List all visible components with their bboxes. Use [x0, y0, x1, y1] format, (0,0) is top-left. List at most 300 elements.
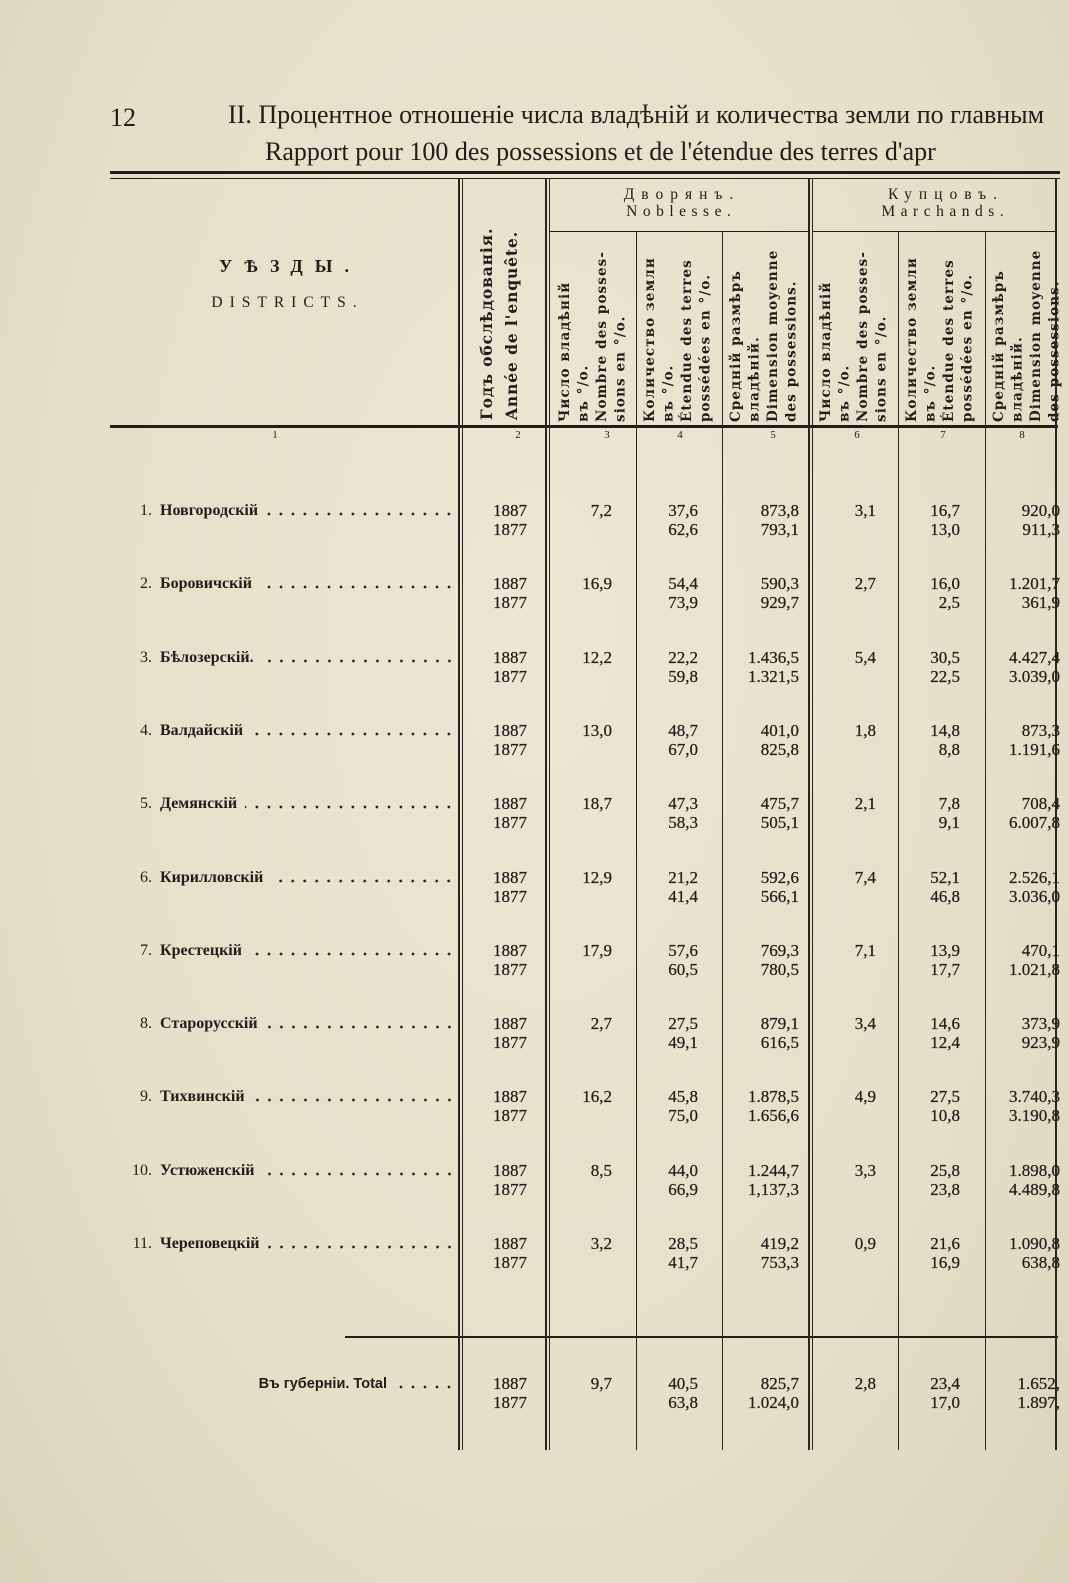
noble-land-pct-cell	[640, 794, 698, 832]
dotted-leader	[266, 1025, 455, 1029]
year-value: 1877	[493, 1106, 527, 1125]
column-header-line: sions en °/o.	[873, 315, 890, 422]
merchant-land-pct-cell	[902, 648, 960, 686]
merchant-land-pct-cell	[902, 1161, 960, 1199]
district-name: Новгородскій	[160, 502, 259, 519]
year-value: 1887	[493, 1161, 527, 1180]
noble-avg-size-cell	[722, 1374, 799, 1412]
column-header-line: sions en °/o.	[612, 315, 629, 422]
column-number: 1	[272, 429, 278, 441]
dotted-leader	[260, 585, 455, 589]
column-header-line: Средній размѣръ	[991, 270, 1007, 422]
merchant-avg-size: 873,3	[1021, 721, 1060, 740]
year-value: 1887	[493, 941, 527, 960]
merchant-possessions-pct-cell	[816, 648, 876, 667]
noble-land-pct: 66,9	[668, 1180, 698, 1199]
noble-avg-size-cell	[722, 868, 799, 906]
merchant-avg-size: 708,4	[1021, 794, 1060, 813]
merchant-avg-size: 923,9	[1021, 1033, 1060, 1052]
merchant-land-pct-cell	[902, 794, 960, 832]
district-name: Боровичскій	[160, 575, 252, 592]
noble-possessions-pct-cell	[552, 648, 612, 667]
merchant-land-pct-cell	[902, 1014, 960, 1052]
column-header-line: possédées en °/o.	[959, 273, 976, 422]
merchant-avg-size: 1.021,8	[1009, 960, 1060, 979]
noble-land-pct: 28,5	[668, 1234, 698, 1253]
dotted-leader	[251, 732, 455, 736]
dotted-leader	[262, 659, 455, 663]
district-number: 7.	[140, 942, 152, 959]
district-label	[118, 1087, 455, 1107]
district-label	[118, 648, 455, 668]
noble-avg-size: 873,8	[760, 501, 799, 520]
noble-land-pct: 45,8	[668, 1087, 698, 1106]
column-header-line: въ °/o.	[575, 364, 592, 422]
noble-land-pct-cell	[640, 1234, 698, 1272]
column-number: 2	[515, 429, 521, 441]
merchant-avg-size-cell	[989, 1374, 1060, 1414]
dotted-leader	[271, 879, 455, 883]
district-number: 6.	[140, 869, 152, 886]
noble-avg-size-cell	[722, 1087, 799, 1125]
year-value: 1887	[493, 721, 527, 740]
noble-land-pct: 21,2	[668, 868, 698, 887]
column-header-line: Количество земли	[904, 256, 920, 422]
column-header-line: Nombre des posses-	[594, 250, 610, 422]
noble-land-pct: 47,3	[668, 794, 698, 813]
column-rule	[458, 178, 460, 1450]
year-value: 1887	[493, 1014, 527, 1033]
district-name: Кирилловскій	[160, 869, 264, 886]
page-number: 12	[110, 103, 136, 132]
merchant-land-pct: 23,8	[930, 1180, 960, 1199]
noble-land-pct: 40,5	[668, 1374, 698, 1393]
noble-land-pct: 75,0	[668, 1106, 698, 1125]
merchant-possessions-pct-cell	[816, 868, 876, 887]
column-header-line: possédées en °/o.	[697, 273, 714, 422]
column-header-line: des possessions.	[1046, 280, 1063, 422]
district-number: 5.	[140, 795, 152, 812]
merchant-possessions-pct-cell	[816, 574, 876, 593]
merchant-avg-size-lines	[989, 721, 1060, 759]
merchant-land-pct-cell	[902, 1374, 960, 1412]
dotted-leader	[266, 512, 455, 516]
dotted-leader	[253, 1098, 455, 1102]
noble-land-pct: 27,5	[668, 1014, 698, 1033]
noble-possessions-pct: 12,9	[582, 868, 612, 887]
noblesse-column-header	[556, 234, 632, 422]
noble-land-pct-cell	[640, 1161, 698, 1199]
merchant-land-pct: 23,4	[930, 1374, 960, 1393]
noble-possessions-pct: 8,5	[590, 1161, 612, 1180]
merchant-avg-size-lines	[989, 1014, 1060, 1052]
column-header-clip	[987, 232, 1063, 426]
year-value-cell	[470, 1234, 550, 1272]
noble-avg-size-cell	[722, 1014, 799, 1052]
year-value-cell	[470, 648, 550, 686]
noble-land-pct-cell	[640, 941, 698, 979]
merchant-possessions-pct-cell	[816, 501, 876, 520]
merchant-possessions-pct: 1,8	[854, 721, 876, 740]
merchant-land-pct: 16,0	[930, 574, 960, 593]
merchant-avg-size: 1.201,7	[1009, 574, 1060, 593]
district-label	[118, 501, 455, 521]
noble-avg-size: 793,1	[760, 520, 799, 539]
merchant-land-pct: 25,8	[930, 1161, 960, 1180]
noble-avg-size-cell	[722, 1234, 799, 1272]
noble-avg-size: 753,3	[760, 1253, 799, 1272]
year-value: 1887	[493, 648, 527, 667]
noble-land-pct: 63,8	[668, 1393, 698, 1412]
merchant-avg-size: 6.007,8	[1009, 813, 1060, 832]
noble-possessions-pct-cell	[552, 501, 612, 520]
merchant-avg-size-cell	[989, 868, 1060, 908]
merchant-avg-size-cell	[989, 1087, 1060, 1127]
merchant-avg-size: 920,0	[1021, 501, 1060, 520]
year-value-cell	[470, 501, 550, 539]
noble-avg-size-cell	[722, 941, 799, 979]
total-label-row	[200, 1374, 455, 1394]
noble-avg-size: 1,137,3	[748, 1180, 799, 1199]
noble-avg-size: 825,7	[760, 1374, 799, 1393]
column-header-line: des possessions.	[783, 280, 800, 422]
header-top-rule-thin	[110, 178, 1060, 179]
noble-land-pct: 37,6	[668, 501, 698, 520]
merchant-avg-size: 373,9	[1021, 1014, 1060, 1033]
table-title-russian: II. Процентное отношеніе числа владѣній и количества земли по главным	[228, 100, 1045, 129]
year-value: 1877	[493, 520, 527, 539]
district-label	[118, 574, 455, 594]
noble-possessions-pct: 13,0	[582, 721, 612, 740]
merchant-avg-size-lines	[989, 941, 1060, 979]
merchant-avg-size: 1.897,	[1017, 1393, 1060, 1412]
noble-avg-size: 1.244,7	[748, 1161, 799, 1180]
merchants-column-header	[903, 234, 979, 422]
district-name: Демянскій	[160, 795, 238, 812]
column-rule	[808, 178, 810, 1450]
noble-land-pct: 49,1	[668, 1033, 698, 1052]
dotted-leader	[250, 952, 455, 956]
merchant-avg-size-lines	[989, 868, 1060, 906]
year-header-russian: Годъ обслѣдованія.	[477, 227, 496, 420]
merchant-avg-size: 2.526,1	[1009, 868, 1060, 887]
column-rule	[636, 232, 637, 1450]
noble-avg-size: 419,2	[760, 1234, 799, 1253]
dotted-leader	[263, 1172, 456, 1176]
noble-avg-size-cell	[722, 794, 799, 832]
district-label	[118, 1161, 455, 1181]
merchant-avg-size-lines	[989, 648, 1060, 686]
column-header-line: Число владѣній	[557, 281, 573, 422]
merchant-land-pct: 9,1	[938, 813, 960, 832]
noblesse-column-header	[641, 234, 717, 422]
year-value: 1877	[493, 740, 527, 759]
noble-avg-size: 1.321,5	[748, 667, 799, 686]
column-header-line: въ °/o.	[922, 364, 939, 422]
noble-possessions-pct: 7,2	[590, 501, 612, 520]
merchant-land-pct: 14,8	[930, 721, 960, 740]
district-label	[118, 794, 455, 814]
noble-land-pct: 58,3	[668, 813, 698, 832]
merchant-avg-size: 638,8	[1021, 1253, 1060, 1272]
noble-land-pct: 59,8	[668, 667, 698, 686]
merchant-land-pct: 21,6	[930, 1234, 960, 1253]
noble-land-pct: 41,7	[668, 1253, 698, 1272]
year-value: 1887	[493, 1087, 527, 1106]
merchant-land-pct: 12,4	[930, 1033, 960, 1052]
noble-avg-size: 1.878,5	[748, 1087, 799, 1106]
noble-possessions-pct-cell	[552, 941, 612, 960]
noble-avg-size-cell	[722, 574, 799, 612]
merchant-avg-size: 470,1	[1021, 941, 1060, 960]
noble-land-pct: 44,0	[668, 1161, 698, 1180]
district-name: Старорусскій	[160, 1015, 258, 1032]
merchant-avg-size-lines	[989, 574, 1060, 612]
district-number: 3.	[140, 649, 152, 666]
year-value-cell	[470, 794, 550, 832]
merchant-avg-size: 1.090,8	[1009, 1234, 1060, 1253]
year-value-cell	[470, 1087, 550, 1125]
column-number: 5	[770, 429, 776, 441]
noble-land-pct-cell	[640, 574, 698, 612]
merchant-possessions-pct: 4,9	[854, 1087, 876, 1106]
noble-avg-size: 1.656,6	[748, 1106, 799, 1125]
merchant-avg-size-cell	[989, 794, 1060, 834]
merchant-possessions-pct: 7,1	[854, 941, 876, 960]
merchant-avg-size-cell	[989, 941, 1060, 981]
noble-land-pct-cell	[640, 721, 698, 759]
column-header-line: Число владѣній	[818, 281, 834, 422]
noble-land-pct-cell	[640, 868, 698, 906]
year-value: 1877	[493, 813, 527, 832]
district-number: 9.	[140, 1088, 152, 1105]
column-rule	[812, 178, 813, 1450]
noble-avg-size: 505,1	[760, 813, 799, 832]
total-rule	[345, 1336, 1058, 1338]
merchant-avg-size-cell	[989, 574, 1060, 614]
merchant-land-pct: 17,0	[930, 1393, 960, 1412]
noble-possessions-pct: 16,9	[582, 574, 612, 593]
merchant-land-pct: 13,0	[930, 520, 960, 539]
noble-avg-size: 401,0	[760, 721, 799, 740]
merchant-land-pct: 27,5	[930, 1087, 960, 1106]
noble-avg-size-cell	[722, 1161, 799, 1199]
district-label	[118, 1234, 455, 1254]
year-value: 1887	[493, 794, 527, 813]
merchant-land-pct-cell	[902, 1087, 960, 1125]
merchant-avg-size-cell	[989, 648, 1060, 688]
merchant-avg-size-lines	[989, 794, 1060, 832]
column-number: 7	[940, 429, 946, 441]
noble-possessions-pct: 2,7	[590, 1014, 612, 1033]
noble-possessions-pct-cell	[552, 868, 612, 887]
dotted-leader	[245, 805, 455, 809]
merchant-avg-size: 3.036,0	[1009, 887, 1060, 906]
merchant-possessions-pct: 3,4	[854, 1014, 876, 1033]
column-header-line: Количество земли	[642, 256, 658, 422]
merchant-land-pct: 16,7	[930, 501, 960, 520]
merchant-possessions-pct: 3,3	[854, 1161, 876, 1180]
noble-possessions-pct-cell	[552, 1014, 612, 1033]
districts-header-french: DISTRICTS.	[211, 294, 364, 311]
noble-avg-size-cell	[722, 648, 799, 686]
merchants-column-header	[990, 234, 1066, 422]
merchant-possessions-pct: 2,8	[854, 1374, 876, 1393]
noble-land-pct: 57,6	[668, 941, 698, 960]
noble-avg-size: 929,7	[760, 593, 799, 612]
merchant-avg-size: 361,9	[1021, 593, 1060, 612]
district-name: Тихвинскій	[160, 1088, 245, 1105]
merchant-avg-size-lines	[989, 1374, 1060, 1412]
header-bottom-rule	[110, 425, 1058, 428]
column-number: 4	[677, 429, 683, 441]
merchant-avg-size-lines	[989, 1087, 1060, 1125]
merchant-land-pct: 13,9	[930, 941, 960, 960]
noble-land-pct: 22,2	[668, 648, 698, 667]
merchant-land-pct-cell	[902, 868, 960, 906]
year-header-french: Année de l'enquête.	[502, 230, 521, 420]
noble-avg-size: 780,5	[760, 960, 799, 979]
district-name: Крестецкій	[160, 942, 242, 959]
year-value: 1877	[493, 1393, 527, 1412]
merchant-avg-size-cell	[989, 501, 1060, 541]
noble-avg-size: 590,3	[760, 574, 799, 593]
merchant-land-pct: 46,8	[930, 887, 960, 906]
merchant-land-pct: 30,5	[930, 648, 960, 667]
noble-land-pct-cell	[640, 1014, 698, 1052]
noble-possessions-pct: 9,7	[590, 1374, 612, 1393]
district-label	[118, 721, 455, 741]
year-value-cell	[470, 721, 550, 759]
year-value-cell	[470, 1374, 550, 1412]
merchant-avg-size: 1.191,6	[1009, 740, 1060, 759]
noble-land-pct-cell	[640, 1087, 698, 1125]
column-header-line: въ °/o.	[660, 364, 677, 422]
year-value: 1877	[493, 1180, 527, 1199]
merchant-avg-size: 4.489,8	[1009, 1180, 1060, 1199]
total-label: Въ губерніи. Total	[258, 1376, 387, 1392]
district-name: Устюженскій	[160, 1162, 255, 1179]
merchant-possessions-pct: 3,1	[854, 501, 876, 520]
district-number: 8.	[140, 1015, 152, 1032]
column-number: 6	[854, 429, 860, 441]
column-header-line: Nombre des posses-	[855, 250, 871, 422]
district-name: Бѣлозерскій.	[160, 649, 254, 666]
merchants-group-french: Marchands.	[881, 203, 1010, 220]
column-header-line: Средній размѣръ	[728, 270, 744, 422]
noble-possessions-pct-cell	[552, 794, 612, 813]
merchant-land-pct: 17,7	[930, 960, 960, 979]
noblesse-group-french: Noblesse.	[626, 203, 737, 220]
year-value: 1887	[493, 1234, 527, 1253]
year-value: 1887	[493, 501, 527, 520]
merchant-possessions-pct: 2,7	[854, 574, 876, 593]
year-value-cell	[470, 1014, 550, 1052]
districts-header-russian: УѢЗДЫ.	[219, 256, 361, 276]
column-header-line: владѣній.	[1009, 336, 1026, 422]
merchant-land-pct: 16,9	[930, 1253, 960, 1272]
noble-avg-size: 592,6	[760, 868, 799, 887]
merchant-possessions-pct-cell	[816, 794, 876, 813]
year-value-cell	[470, 941, 550, 979]
column-header-line: въ °/o.	[836, 364, 853, 422]
district-number: 10.	[132, 1162, 152, 1179]
merchant-possessions-pct-cell	[816, 1014, 876, 1033]
merchant-land-pct: 7,8	[938, 794, 960, 813]
column-number: 3	[604, 429, 610, 441]
noble-land-pct: 62,6	[668, 520, 698, 539]
year-value-cell	[470, 868, 550, 906]
year-value: 1887	[493, 574, 527, 593]
merchant-land-pct: 52,1	[930, 868, 960, 887]
merchant-possessions-pct-cell	[816, 1161, 876, 1180]
noble-possessions-pct: 17,9	[582, 941, 612, 960]
merchant-avg-size-lines	[989, 1234, 1060, 1272]
merchant-land-pct-cell	[902, 574, 960, 612]
merchant-possessions-pct: 0,9	[854, 1234, 876, 1253]
merchant-avg-size-cell	[989, 721, 1060, 761]
noble-avg-size: 616,5	[760, 1033, 799, 1052]
merchants-group-russian: Купцовъ.	[887, 186, 1005, 203]
merchant-land-pct: 14,6	[930, 1014, 960, 1033]
year-value: 1877	[493, 887, 527, 906]
district-number: 4.	[140, 722, 152, 739]
noble-avg-size: 475,7	[760, 794, 799, 813]
noblesse-group-russian: Дворянъ.	[623, 186, 741, 203]
merchant-avg-size: 4.427,4	[1009, 648, 1060, 667]
district-number: 11.	[132, 1235, 152, 1252]
year-column-header	[474, 222, 526, 420]
merchant-land-pct-cell	[902, 1234, 960, 1272]
noble-land-pct: 41,4	[668, 887, 698, 906]
merchant-avg-size-cell	[989, 1014, 1060, 1054]
noble-possessions-pct: 3,2	[590, 1234, 612, 1253]
column-header-line: Étendue des terres	[679, 259, 695, 422]
merchant-avg-size-cell	[989, 1161, 1060, 1201]
column-header-line: владѣній.	[746, 336, 763, 422]
year-value: 1877	[493, 1253, 527, 1272]
district-label	[118, 1014, 455, 1034]
merchant-land-pct: 10,8	[930, 1106, 960, 1125]
district-name: Череповецкій	[160, 1235, 260, 1252]
district-name: Валдайскій	[160, 722, 244, 739]
dotted-leader	[395, 1385, 455, 1389]
merchant-land-pct: 8,8	[938, 740, 960, 759]
merchant-possessions-pct: 5,4	[854, 648, 876, 667]
noble-possessions-pct: 12,2	[582, 648, 612, 667]
merchants-group-header	[820, 186, 1065, 220]
noble-avg-size: 1.436,5	[748, 648, 799, 667]
column-rule	[898, 232, 899, 1450]
noblesse-group-header	[549, 186, 808, 220]
noble-land-pct: 60,5	[668, 960, 698, 979]
noble-land-pct: 48,7	[668, 721, 698, 740]
noble-land-pct: 54,4	[668, 574, 698, 593]
column-header-line: Dimension moyenne	[765, 249, 781, 422]
merchant-possessions-pct-cell	[816, 1374, 876, 1393]
merchant-avg-size: 3.190,8	[1009, 1106, 1060, 1125]
merchant-land-pct: 22,5	[930, 667, 960, 686]
noble-possessions-pct: 18,7	[582, 794, 612, 813]
merchant-avg-size: 3.039,0	[1009, 667, 1060, 686]
merchant-possessions-pct: 7,4	[854, 868, 876, 887]
merchant-avg-size: 1.898,0	[1009, 1161, 1060, 1180]
district-label	[118, 941, 455, 961]
noble-possessions-pct-cell	[552, 721, 612, 740]
noble-avg-size: 769,3	[760, 941, 799, 960]
column-rule	[462, 178, 463, 1450]
merchant-land-pct-cell	[902, 721, 960, 759]
